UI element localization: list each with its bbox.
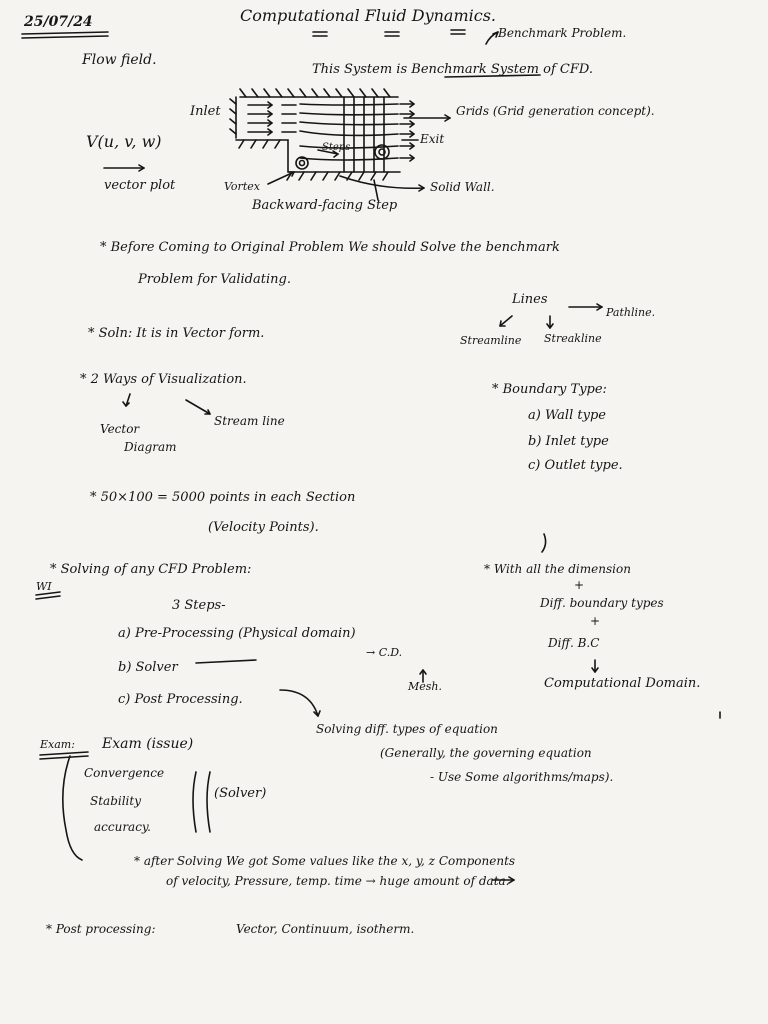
- solid-wall-label: Solid Wall.: [430, 180, 495, 194]
- pathline-label: Pathline.: [606, 306, 656, 319]
- exam-heading: Exam (issue): [102, 736, 194, 752]
- boundary-outlet-type: c) Outlet type.: [528, 458, 623, 473]
- after-solving-line2: of velocity, Pressure, temp. time → huge amount of data.: [166, 874, 510, 888]
- after-solving-line1: * after Solving We got Some values like the x, y, z Components: [134, 854, 516, 868]
- points-note-line1: * 50×100 = 5000 points in each Section: [90, 490, 356, 505]
- stability-item: Stability: [90, 794, 141, 808]
- solver-step: b) Solver: [118, 660, 178, 675]
- solving-diff-note: Solving diff. types of equation: [316, 722, 498, 736]
- diff-bc-note: Diff. B.C: [548, 636, 600, 650]
- exam-margin-label: Exam:: [40, 738, 75, 751]
- mesh-label: Mesh.: [408, 680, 442, 693]
- page-title: Computational Fluid Dynamics.: [240, 6, 497, 25]
- post-processing-heading: * Post processing:: [46, 922, 156, 936]
- cd-label: → C.D.: [366, 646, 403, 659]
- flow-field-label: Flow field.: [82, 52, 157, 68]
- with-dimension-note: * With all the dimension: [484, 562, 631, 576]
- post-processing-items: Vector, Continuum, isotherm.: [236, 922, 415, 936]
- computational-domain-note: Computational Domain.: [544, 676, 701, 691]
- streamline-label: Streamline: [460, 334, 522, 347]
- date: 25/07/24: [24, 14, 93, 30]
- generally-note: (Generally, the governing equation: [380, 746, 592, 760]
- benchmark-system-note: This System is Benchmark System of CFD.: [312, 62, 593, 77]
- boundary-inlet-type: b) Inlet type: [528, 434, 609, 449]
- margin-mark: WI: [36, 580, 52, 593]
- lines-label: Lines: [512, 292, 548, 307]
- convergence-item: Convergence: [84, 766, 165, 780]
- streakline-label: Streakline: [544, 332, 602, 345]
- stream-line-label: Stream line: [214, 414, 285, 428]
- velocity-vector-label: V(u, v, w): [86, 132, 162, 151]
- inlet-label: Inlet: [190, 104, 221, 119]
- before-note-line1: * Before Coming to Original Problem We should Solve the benchmark: [100, 240, 560, 255]
- pre-processing-step: a) Pre-Processing (Physical domain): [118, 626, 356, 641]
- boundary-wall-type: a) Wall type: [528, 408, 606, 423]
- benchmark-problem-label: Benchmark Problem.: [498, 26, 627, 40]
- backward-step-diagram: [230, 89, 414, 180]
- vector-diagram-line2: Diagram: [124, 440, 177, 454]
- backward-step-label: Backward-facing Step: [252, 198, 398, 213]
- title-equal-marks: [313, 32, 327, 36]
- exit-label: Exit: [420, 132, 445, 146]
- solver-bracket-label: (Solver): [214, 786, 267, 801]
- grids-label: Grids (Grid generation concept).: [456, 104, 655, 118]
- vector-diagram-line1: Vector: [100, 422, 140, 436]
- post-processing-step: c) Post Processing.: [118, 692, 243, 707]
- solution-note: * Soln: It is in Vector form.: [88, 326, 265, 341]
- vortex-label: Vortex: [224, 180, 260, 193]
- date-underline: [22, 32, 108, 34]
- boundary-type-heading: * Boundary Type:: [492, 382, 607, 397]
- accuracy-item: accuracy.: [94, 820, 151, 834]
- three-steps-label: 3 Steps-: [172, 598, 226, 613]
- before-note-line2: Problem for Validating.: [138, 272, 291, 287]
- visualization-ways: * 2 Ways of Visualization.: [80, 372, 247, 387]
- plus-sign-2: +: [590, 614, 601, 628]
- use-some-note: - Use Some algorithms/maps).: [430, 770, 614, 784]
- points-note-line2: (Velocity Points).: [208, 520, 319, 535]
- plus-sign-1: +: [574, 578, 585, 592]
- diff-boundary-note: Diff. boundary types: [540, 596, 664, 610]
- vector-plot-label: vector plot: [104, 178, 176, 193]
- solving-heading: * Solving of any CFD Problem:: [50, 562, 252, 577]
- steps-label: Steps: [322, 142, 351, 153]
